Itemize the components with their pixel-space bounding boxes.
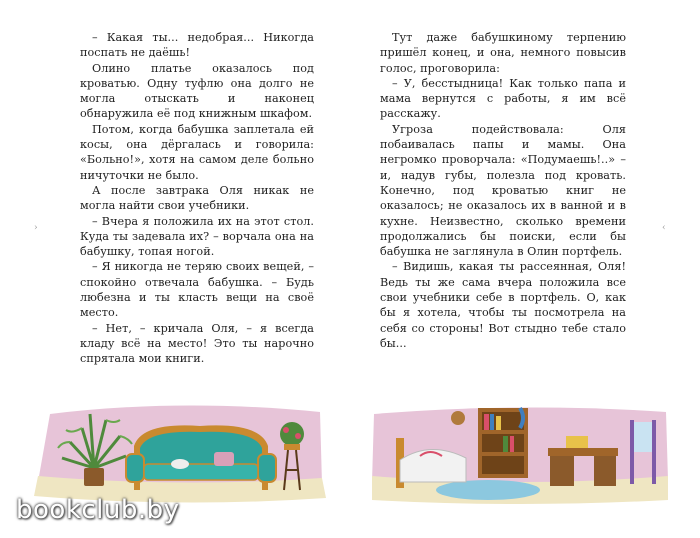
- cushion: [214, 452, 234, 466]
- bedroom-desk-illustration: [370, 400, 670, 508]
- teddy-bear: [451, 411, 465, 425]
- rug: [436, 480, 540, 500]
- right-page: [380, 30, 626, 351]
- left-page: [80, 30, 314, 367]
- window: [634, 422, 652, 452]
- left-gutter-mark: ›: [34, 223, 38, 233]
- living-room-sofa-illustration: [30, 398, 330, 510]
- left-paragraph-2: Олино платье оказалось под кроватью. Одну туфлю она долго не могла отыскать и наконец обнаружила её под книжным шкафом.: [80, 61, 314, 121]
- right-paragraph-3: Угроза подействовала: Оля побаивалась папы и мамы. Она негромко проворчала: «Подумаешь!..» – и, надув губы, полезла под кровать. Конечно, под кроватью книг не оказалось; не оказалось их в ванной и в кухне. Неизвестно, сколько времени продолжались бы поиски, если бы бабушка не заглянула в Олин портфель.: [380, 122, 626, 259]
- sofa: [126, 425, 276, 490]
- left-paragraph-7: – Нет, – кричала Оля, – я всегда кладу всё на место! Это ты нарочно спрятала мои книги.: [80, 321, 314, 366]
- left-paragraph-6: – Я никогда не теряю своих вещей, – спокойно отвечала бабушка. – Будь любезна и ты класть вещи на своё место.: [80, 260, 314, 320]
- left-paragraph-3: Потом, когда бабушка заплетала ей косы, она дёргалась и говорила: «Больно!», хотя на самом деле больно ничуточки не было.: [80, 122, 314, 182]
- left-paragraph-5: – Вчера я положила их на этот стол. Куда ты задевала их? – ворчала она на бабушку, топая ногой.: [80, 214, 314, 259]
- right-paragraph-2: – У, бесстыдница! Как только папа и мама вернутся с работы, я им всё расскажу.: [380, 76, 626, 121]
- cat: [171, 459, 189, 469]
- right-paragraph-1: Тут даже бабушкиному терпению пришёл конец, и она, немного повысив голос, проговорила:: [380, 31, 626, 75]
- right-gutter-mark: ‹: [662, 223, 666, 233]
- watermark: bookclub.by: [16, 495, 180, 525]
- right-paragraph-4: – Видишь, какая ты рассеянная, Оля! Ведь ты же сама вчера положила все свои учебники себе в портфель. О, как бы я хотела, чтобы ты посмотрела на себя со стороны! Вот стыдно тебе стало бы...: [380, 260, 626, 350]
- left-paragraph-4: А после завтрака Оля никак не могла найти свои учебники.: [80, 183, 314, 213]
- left-paragraph-1: – Какая ты... недобрая... Никогда поспать не даёшь!: [80, 31, 314, 60]
